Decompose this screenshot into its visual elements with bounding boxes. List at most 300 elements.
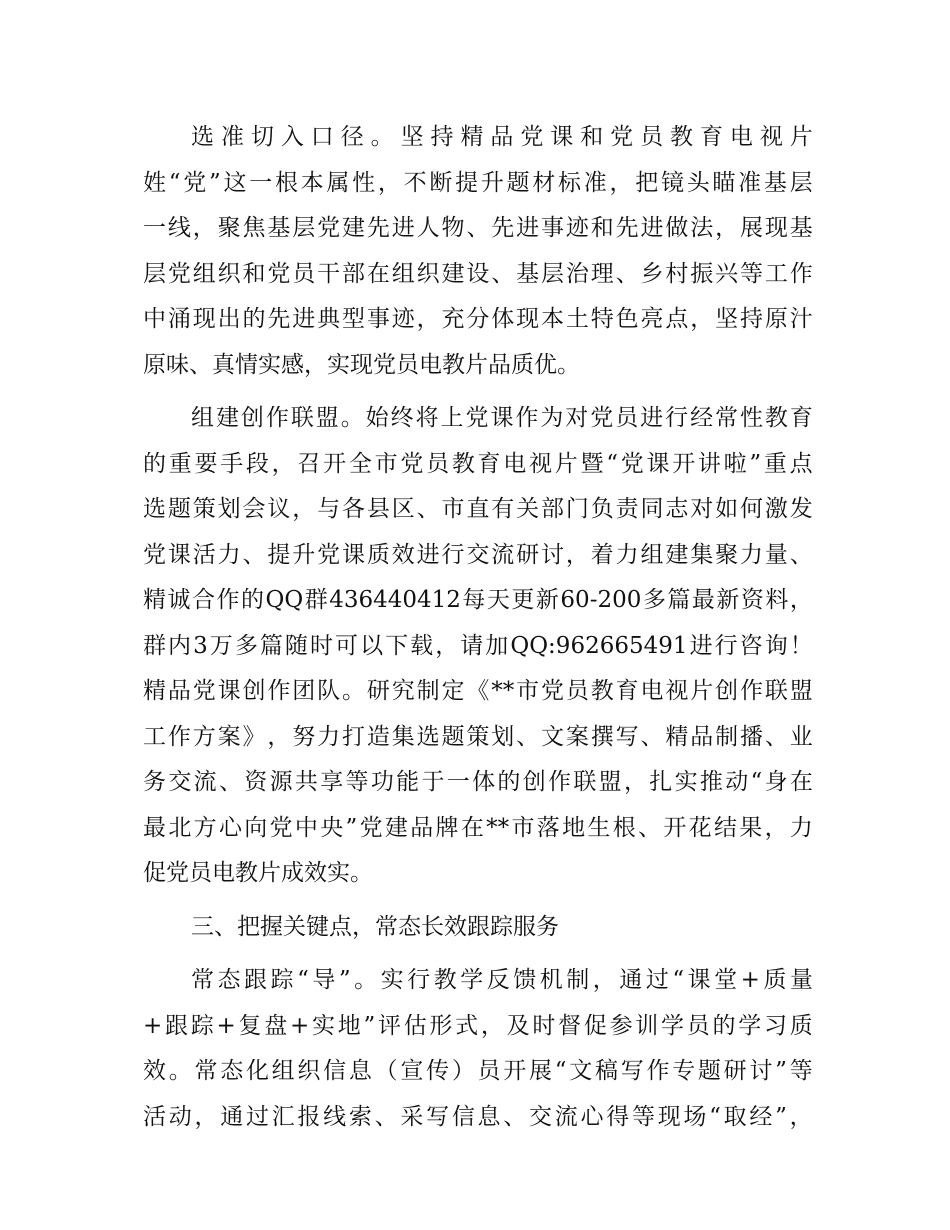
text-glyph: 志 [665,496,689,522]
text-glyph: 常 [715,405,739,431]
text-glyph: 效 [391,541,415,568]
text-glyph: 本 [300,169,324,196]
text-glyph: 进 [640,405,664,431]
text-glyph: 断 [429,169,453,196]
text-glyph: 激 [764,496,788,522]
text-glyph: 手 [220,450,244,477]
text-glyph: 组 [191,405,214,431]
text-glyph: ， [377,169,401,196]
text-glyph: 视 [759,124,783,150]
text-glyph: 准 [220,124,244,150]
text-glyph: 属 [326,169,350,196]
text-glyph: 跟 [244,967,268,993]
text-glyph: 设 [466,260,490,287]
text-glyph: 特 [590,306,614,332]
text-glyph: 行 [665,405,689,431]
text-glyph: 材 [532,169,556,196]
text-glyph: 、 [242,541,266,568]
text-glyph: 进 [516,215,540,241]
text-glyph: 形 [429,1012,453,1039]
text-glyph: 流 [554,1103,578,1130]
text-glyph: 生 [587,814,611,841]
text-glyph: 推 [699,769,723,795]
text-glyph: 作 [789,260,813,287]
text-glyph: 精 [665,723,689,750]
text-glyph: 选 [191,124,214,150]
text-glyph: 篇 [259,632,283,659]
text-glyph: 采 [400,1103,424,1130]
text-glyph: 关 [516,496,540,522]
text-glyph: 载 [410,632,434,659]
text-glyph: 品 [490,124,514,150]
text-glyph: 态 [220,1058,244,1084]
text-glyph: 教 [433,967,457,993]
text-glyph: 育 [789,405,813,431]
text-glyph: 动 [725,769,749,795]
text-glyph: 果 [739,814,763,841]
text-glyph: 落 [536,814,560,841]
text-glyph: 等 [789,1058,813,1084]
text-glyph: 文 [569,1058,593,1084]
text-glyph: 部 [541,496,564,522]
text-glyph: 党 [269,814,293,841]
text-glyph: 研 [516,541,540,568]
text-glyph: 党 [620,450,644,477]
text-glyph: 理 [590,260,614,287]
text-glyph: ， [416,306,440,332]
text-glyph: 《 [466,678,490,704]
text-glyph: 题 [441,723,465,750]
text-glyph: 息 [348,1058,372,1084]
text-glyph: 心 [218,814,242,841]
text-glyph: 课 [167,541,191,568]
text-glyph: 力 [740,541,763,568]
text-glyph: 层 [541,260,564,287]
text-glyph: 》 [242,723,266,750]
text-glyph: “ [709,1103,721,1130]
text-glyph: 展 [740,215,763,241]
text-glyph: 片 [690,678,714,704]
text-glyph: 党 [541,678,564,704]
text-glyph: 学 [661,1012,685,1039]
text-glyph: 实 [311,1012,335,1039]
text-glyph: 员 [640,124,664,150]
text-glyph: 导 [312,967,336,993]
text-glyph: + [289,1012,310,1039]
text-glyph: 根 [612,814,636,841]
text-glyph: 员 [565,678,589,704]
text-glyph: 体 [491,306,515,332]
text-glyph: 力 [789,814,813,841]
text-glyph: 时 [309,632,333,659]
text-glyph: 充 [441,306,465,332]
text-glyph: 市 [374,450,398,477]
text-glyph: 宣 [400,1058,424,1084]
text-glyph: 中 [294,814,318,841]
text-glyph: 动 [168,1103,192,1130]
text-glyph: 每 [462,587,486,613]
text-glyph: 做 [665,215,689,241]
text-glyph: 着 [590,541,614,568]
text-glyph: 法 [690,215,714,241]
section-heading [143,905,813,951]
text-glyph: 传 [426,1058,450,1084]
text-glyph: 活 [143,1103,166,1130]
text-line [143,533,813,579]
text-glyph: 写 [426,1103,450,1130]
text-glyph: ） [451,1058,475,1084]
text-glyph: 组 [640,541,664,568]
text-line [143,442,813,488]
text-glyph: 建 [441,260,465,287]
text-glyph: 学 [460,967,484,993]
text-glyph: 片 [789,124,813,150]
text-glyph: 过 [245,1103,269,1130]
text-glyph: 436440412 [329,587,461,613]
text-glyph: 、 [764,723,788,750]
text-glyph: 。 [340,405,364,431]
text-glyph: 汇 [271,1103,295,1130]
text-glyph: ” [338,967,351,993]
text-glyph: 交 [529,1103,553,1130]
text-glyph: 学 [738,1012,762,1039]
text-glyph: 精 [143,587,166,613]
text-glyph: 努 [292,723,316,750]
text-glyph: 典 [317,306,341,332]
text-glyph: 跟 [165,1012,189,1039]
paragraph-4 [143,958,813,1140]
text-glyph: 电 [503,450,527,477]
text-glyph: 题 [167,496,191,522]
text-glyph: 、 [789,541,813,568]
text-glyph: 常 [194,1058,218,1084]
text-glyph: 持 [430,124,454,150]
text-glyph: 行 [407,967,431,993]
text-glyph: 的 [497,769,521,795]
text-glyph: 作 [646,1058,670,1084]
text-glyph: 以 [360,632,384,659]
text-glyph: 进 [292,306,316,332]
text-glyph: 过 [645,967,669,993]
text-glyph: 党 [359,814,383,841]
text-glyph: 下 [385,632,409,659]
text-glyph: 流 [491,541,515,568]
text-glyph: 体 [472,769,496,795]
text-glyph: 60-200 [560,587,642,613]
text-glyph: 市 [441,496,465,522]
text-glyph: 焦 [242,215,266,241]
text-line: 促党员电教片成效实。 [143,860,373,886]
text-glyph: 在 [460,814,484,841]
text-glyph: 开 [672,450,696,477]
text-glyph: 创 [522,769,546,795]
text-glyph: 、 [615,260,639,287]
text-glyph: 息 [477,1103,501,1130]
text-glyph: 员 [292,260,316,287]
text-glyph: 组 [391,260,415,287]
text-glyph: 能 [396,769,420,795]
text-glyph: ” [775,1103,787,1130]
text-glyph: 信 [451,1103,475,1130]
paragraph-1 [143,115,813,388]
text-glyph: 员 [477,1058,501,1084]
text-glyph: 点 [789,450,813,477]
text-glyph: 一 [249,169,273,196]
text-glyph: ” [345,814,358,841]
text-line [143,396,813,442]
text-glyph: 、 [516,723,540,750]
text-glyph: 内 [168,632,192,659]
text-glyph: 县 [366,496,390,522]
text-glyph: 建 [665,541,689,568]
text-glyph: 党 [267,260,291,287]
text-glyph: 享 [320,769,344,795]
text-glyph: 地 [337,1012,361,1039]
text-glyph: 3 [193,632,208,659]
text-glyph: 教 [764,405,788,431]
text-glyph: 督 [558,1012,582,1039]
text-glyph: 作 [265,405,289,431]
text-glyph: 分 [466,306,490,332]
text-glyph: 一 [446,769,470,795]
text-glyph: 持 [740,306,763,332]
text-glyph: 党 [400,450,424,477]
text-glyph: 织 [416,260,440,287]
text-glyph: 电 [729,124,753,150]
text-glyph: 常 [191,967,214,993]
text-glyph: 党 [317,215,341,241]
text-line [143,1049,813,1095]
text-glyph: 议 [267,496,291,522]
text-glyph: 撰 [590,723,614,750]
text-glyph: 流 [193,769,217,795]
text-glyph: 视 [529,450,553,477]
text-glyph: ， [480,1012,504,1039]
text-glyph: 教 [590,678,614,704]
text-glyph: 在 [366,260,390,287]
text-glyph: 集 [391,723,415,750]
text-glyph: 员 [615,405,639,431]
text-glyph: 兴 [715,260,739,287]
text-glyph: ， [609,169,633,196]
text-glyph: 经 [690,405,714,431]
text-glyph: ， [271,450,295,477]
text-glyph: 于 [421,769,445,795]
text-glyph: 先 [615,215,639,241]
text-glyph: 群 [304,587,328,613]
text-glyph: 基 [516,260,540,287]
text-glyph: 实 [674,769,698,795]
text-glyph: 地 [562,814,586,841]
text-glyph: 对 [690,496,714,522]
text-glyph: 各 [342,496,365,522]
text-glyph: 直 [466,496,490,522]
text-glyph: 请 [460,632,484,659]
text-glyph: 资 [244,769,268,795]
text-glyph: 得 [606,1103,630,1130]
text-glyph: “ [168,169,181,196]
text-glyph: 要 [194,450,218,477]
text-glyph: 央 [320,814,344,841]
text-glyph: ， [592,967,616,993]
text-glyph: 暨 [580,450,604,477]
text-glyph: ， [194,1103,218,1130]
text-glyph: 色 [615,306,639,332]
text-glyph: 队 [317,678,341,704]
text-glyph: 的 [242,306,266,332]
text-glyph: 层 [789,169,813,196]
text-glyph: 进 [391,215,415,241]
text-glyph: 讲 [697,450,721,477]
text-glyph: 讨 [541,541,564,568]
text-glyph: 联 [573,769,597,795]
text-glyph: 组 [271,1058,295,1084]
text-glyph: + [740,967,760,993]
text-glyph: 等 [631,1103,655,1130]
text-glyph: 聚 [715,541,739,568]
text-glyph: 。 [342,678,365,704]
text-glyph: 交 [466,541,490,568]
text-glyph: 结 [713,814,737,841]
text-glyph: 等 [740,260,763,287]
text-glyph: 可 [335,632,359,659]
text-glyph: 上 [440,405,464,431]
text-line [143,958,813,1004]
text-glyph: 提 [455,169,479,196]
text-glyph: 市 [511,814,535,841]
text-glyph: 反 [486,967,510,993]
text-glyph: 课 [342,541,365,568]
text-glyph: 视 [665,678,689,704]
text-glyph: （ [374,1058,398,1084]
text-glyph: 和 [242,260,266,287]
text-glyph: 新 [716,587,740,613]
text-glyph: 花 [688,814,712,841]
text-glyph: 机 [539,967,563,993]
text-glyph: 切 [250,124,274,150]
text-glyph: 功 [370,769,394,795]
text-glyph: 踪 [270,967,294,993]
text-glyph: 和 [580,124,604,150]
text-glyph: 方 [192,723,216,750]
text-glyph: 工 [764,260,788,287]
text-glyph: 召 [297,450,321,477]
text-glyph: 同 [640,496,664,522]
text-glyph: 织 [217,260,241,287]
text-glyph: 层 [143,260,166,287]
text-glyph: 的 [712,1012,736,1039]
document-body [143,115,813,1140]
text-glyph: 治 [565,260,589,287]
text-glyph: 精 [143,678,166,704]
text-glyph: 课 [646,450,670,477]
text-glyph: 心 [580,1103,604,1130]
text-glyph: 策 [466,723,490,750]
text-glyph: 将 [415,405,439,431]
text-glyph: 村 [665,260,689,287]
text-glyph: + [216,1012,236,1039]
text-glyph: 课 [687,967,711,993]
text-glyph: 加 [485,632,509,659]
text-glyph: 瞄 [712,169,736,196]
text-glyph: 行 [714,632,738,659]
text-glyph: 专 [672,1058,696,1084]
text-glyph: 责 [615,496,639,522]
text-glyph: 集 [690,541,714,568]
text-glyph: 准 [738,169,762,196]
text-glyph: + [143,1012,163,1039]
text-glyph: 线 [167,215,191,241]
text-glyph: 牌 [435,814,459,841]
text-glyph: 随 [284,632,308,659]
text-glyph: 一 [143,215,166,241]
text-glyph: 文 [541,723,564,750]
text-line [143,1004,813,1050]
text-glyph: 估 [403,1012,427,1039]
text-glyph: 重 [763,450,787,477]
text-glyph: 询 [764,632,788,659]
text-line [143,206,813,252]
text-line [143,624,813,670]
text-glyph: 方 [193,814,217,841]
text-glyph: 与 [317,496,341,522]
text-glyph: 姓 [143,169,166,196]
text-glyph: “ [750,769,763,795]
text-glyph: 准 [583,169,607,196]
text-glyph: 升 [292,541,316,568]
text-glyph: ， [715,215,739,241]
text-glyph: 作 [740,678,763,704]
text-glyph: 全 [348,450,372,477]
text-line [143,669,813,715]
text-glyph: 会 [242,496,266,522]
text-glyph: 和 [590,215,614,241]
text-glyph: 不 [403,169,427,196]
text-glyph: 党 [192,678,216,704]
text-glyph: QQ:962665491 [510,632,688,659]
text-line [143,578,813,624]
text-glyph: 篇 [667,587,691,613]
text-glyph: 、 [491,260,515,287]
text-glyph: 负 [590,496,614,522]
text-glyph: 盟 [789,678,813,704]
text-glyph: 干 [317,260,341,287]
text-glyph: “ [297,967,309,993]
text-glyph: 促 [583,1012,607,1039]
text-glyph: 业 [789,723,813,750]
text-glyph: 啦 [723,450,747,477]
text-glyph: 部 [342,260,365,287]
text-glyph: 信 [323,1058,347,1084]
text-glyph: 写 [620,1058,644,1084]
text-glyph: 案 [217,723,241,750]
text-glyph: 场 [683,1103,707,1130]
text-glyph: 馈 [513,967,537,993]
text-glyph: 进 [640,215,664,241]
text-glyph: 工 [143,723,166,750]
text-glyph: 、 [466,215,490,241]
text-glyph: 稿 [594,1058,618,1084]
text-glyph: 先 [491,215,515,241]
text-glyph: 坚 [715,306,739,332]
text-glyph: 习 [763,1012,787,1039]
text-glyph: 力 [615,541,639,568]
text-glyph: 织 [297,1058,321,1084]
text-glyph: 质 [366,541,390,568]
text-glyph: 升 [480,169,504,196]
text-glyph: 作 [267,678,291,704]
text-glyph: ” [749,450,762,477]
